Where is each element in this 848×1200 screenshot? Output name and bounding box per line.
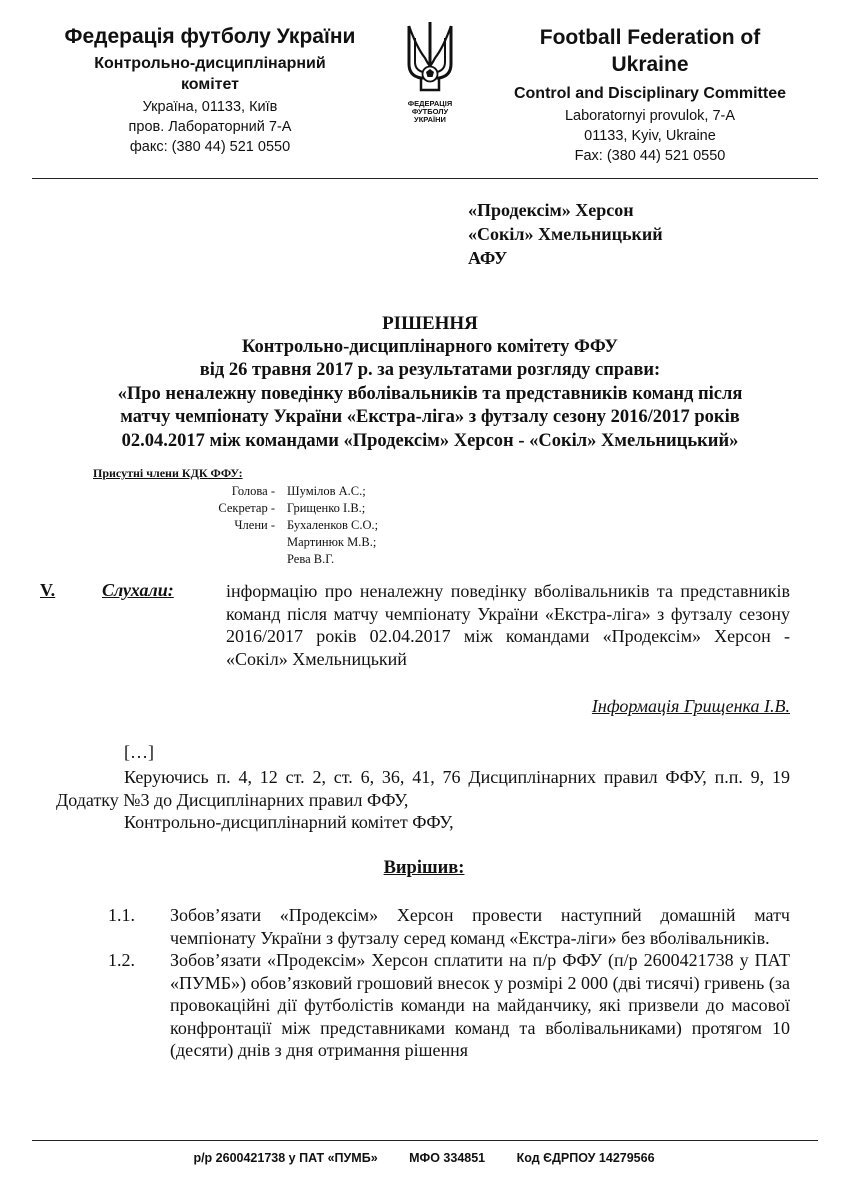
decision-line: від 26 травня 2017 р. за результатами розгляду справи: (199, 360, 661, 380)
addressees (468, 198, 663, 270)
decision-line: «Про неналежну поведінку вболівальників та представників команд після (117, 383, 743, 404)
member-name: Грищенко І.В.; (287, 501, 366, 515)
members-title: Присутні члени КДК ФФУ: (93, 466, 243, 480)
member-role: Члени - (234, 518, 275, 532)
trident-ball-emblem-icon (401, 18, 459, 98)
resolved-heading: Вирішив: (383, 858, 465, 878)
footer-divider (32, 1140, 818, 1141)
member-role: Секретар - (218, 501, 275, 515)
member-name: Шумілов А.С.; (287, 484, 366, 498)
legal-basis-paragraph: Керуючись п. 4, 12 ст. 2, ст. 6, 36, 41, 76 Дисциплінарних правил ФФУ, п.п. 9, 19 Додатку №3 до Дисциплінарних правил ФФУ, (56, 767, 790, 810)
footer-mfo: МФО 334851 (409, 1151, 486, 1165)
member-row (150, 517, 378, 534)
header-en (480, 24, 820, 166)
footer-bank-details (0, 1151, 848, 1165)
member-row (150, 534, 378, 551)
section-text: інформацію про неналежну поведінку вболівальників та представників команд після матчу чемпіонату України «Екстра-ліга» з футзалу сезону 2016/2017 років 02.04.2017 між командами «Продексім» Херсон - «Сокіл» Хмельницький (226, 581, 790, 669)
addressee: «Продексім» Херсон (468, 200, 634, 220)
federation-logo (392, 18, 468, 138)
decision-items (108, 904, 790, 1062)
address-en: Laboratornyi provulok, 7-A 01133, Kyiv, Ukraine Fax: (380 44) 521 0550 (564, 108, 736, 164)
item-text: Зобов’язати «Продексім» Херсон сплатити на п/р ФФУ (п/р 2600421738 у ПАТ «ПУМБ») обов’язковий грошовий внесок у розмірі 2 000 (дві тисячі) гривень (за провокаційні дії футболістів команди на майданчику, які призвели до масової конфронтації між представниками команд та вболівальниками) протягом 10 (десяти) днів з дня отримання рішення (170, 950, 790, 1060)
section-label: Слухали: (102, 580, 174, 600)
member-row (150, 483, 378, 500)
header-ua (40, 24, 380, 157)
addressee: «Сокіл» Хмельницький (468, 224, 663, 244)
decision-line: матчу чемпіонату України «Екстра-ліга» з футзалу сезону 2016/2017 років (120, 407, 740, 427)
decision-item (108, 949, 790, 1062)
logo-caption: ФЕДЕРАЦІЯ ФУТБОЛУ УКРАЇНИ (407, 99, 453, 124)
decision-line: 02.04.2017 між командами «Продексім» Херсон - «Сокіл» Хмельницький» (121, 430, 739, 451)
federation-name-ua: Федерація футболу України (64, 25, 356, 48)
member-name: Бухаленков С.О.; (287, 518, 379, 532)
member-role: Голова - (231, 484, 275, 498)
member-name: Рева В.Г. (287, 552, 335, 566)
member-role (150, 534, 287, 551)
member-name: Мартинюк М.В.; (287, 535, 377, 549)
decision-heading (60, 312, 800, 453)
decision-title: РІШЕННЯ (382, 313, 478, 334)
decision-item (108, 904, 790, 949)
members-list (150, 483, 378, 568)
member-row (150, 551, 378, 568)
header-divider (32, 178, 818, 179)
footer-account: р/р 2600421738 у ПАТ «ПУМБ» (193, 1151, 378, 1165)
committee-name-ua: Контрольно-дисциплінарний комітет (94, 55, 326, 93)
decision-line: Контрольно-дисциплінарного комітету ФФУ (242, 336, 618, 357)
member-row (150, 500, 378, 517)
address-ua: Україна, 01133, Київ пров. Лабораторний 7-А факс: (380 44) 521 0550 (128, 99, 292, 155)
federation-name-en: Football Federation of Ukraine (539, 26, 761, 76)
item-text: Зобов’язати «Продексім» Херсон провести наступний домашній матч чемпіонату України з футзалу серед команд «Екстра-ліги» без вболівальників. (170, 905, 790, 948)
committee-line: Контрольно-дисциплінарний комітет ФФУ, (124, 812, 454, 832)
section-info-source: Інформація Грищенка І.В. (591, 696, 790, 716)
section-number: V. (40, 580, 56, 600)
item-number: 1.1. (108, 905, 135, 925)
omission-marker: […] (124, 742, 154, 762)
committee-name-en: Control and Disciplinary Committee (513, 85, 787, 102)
member-role (150, 551, 287, 568)
addressee: АФУ (468, 248, 508, 268)
footer-edrpou: Код ЄДРПОУ 14279566 (516, 1151, 655, 1165)
item-number: 1.2. (108, 950, 135, 970)
